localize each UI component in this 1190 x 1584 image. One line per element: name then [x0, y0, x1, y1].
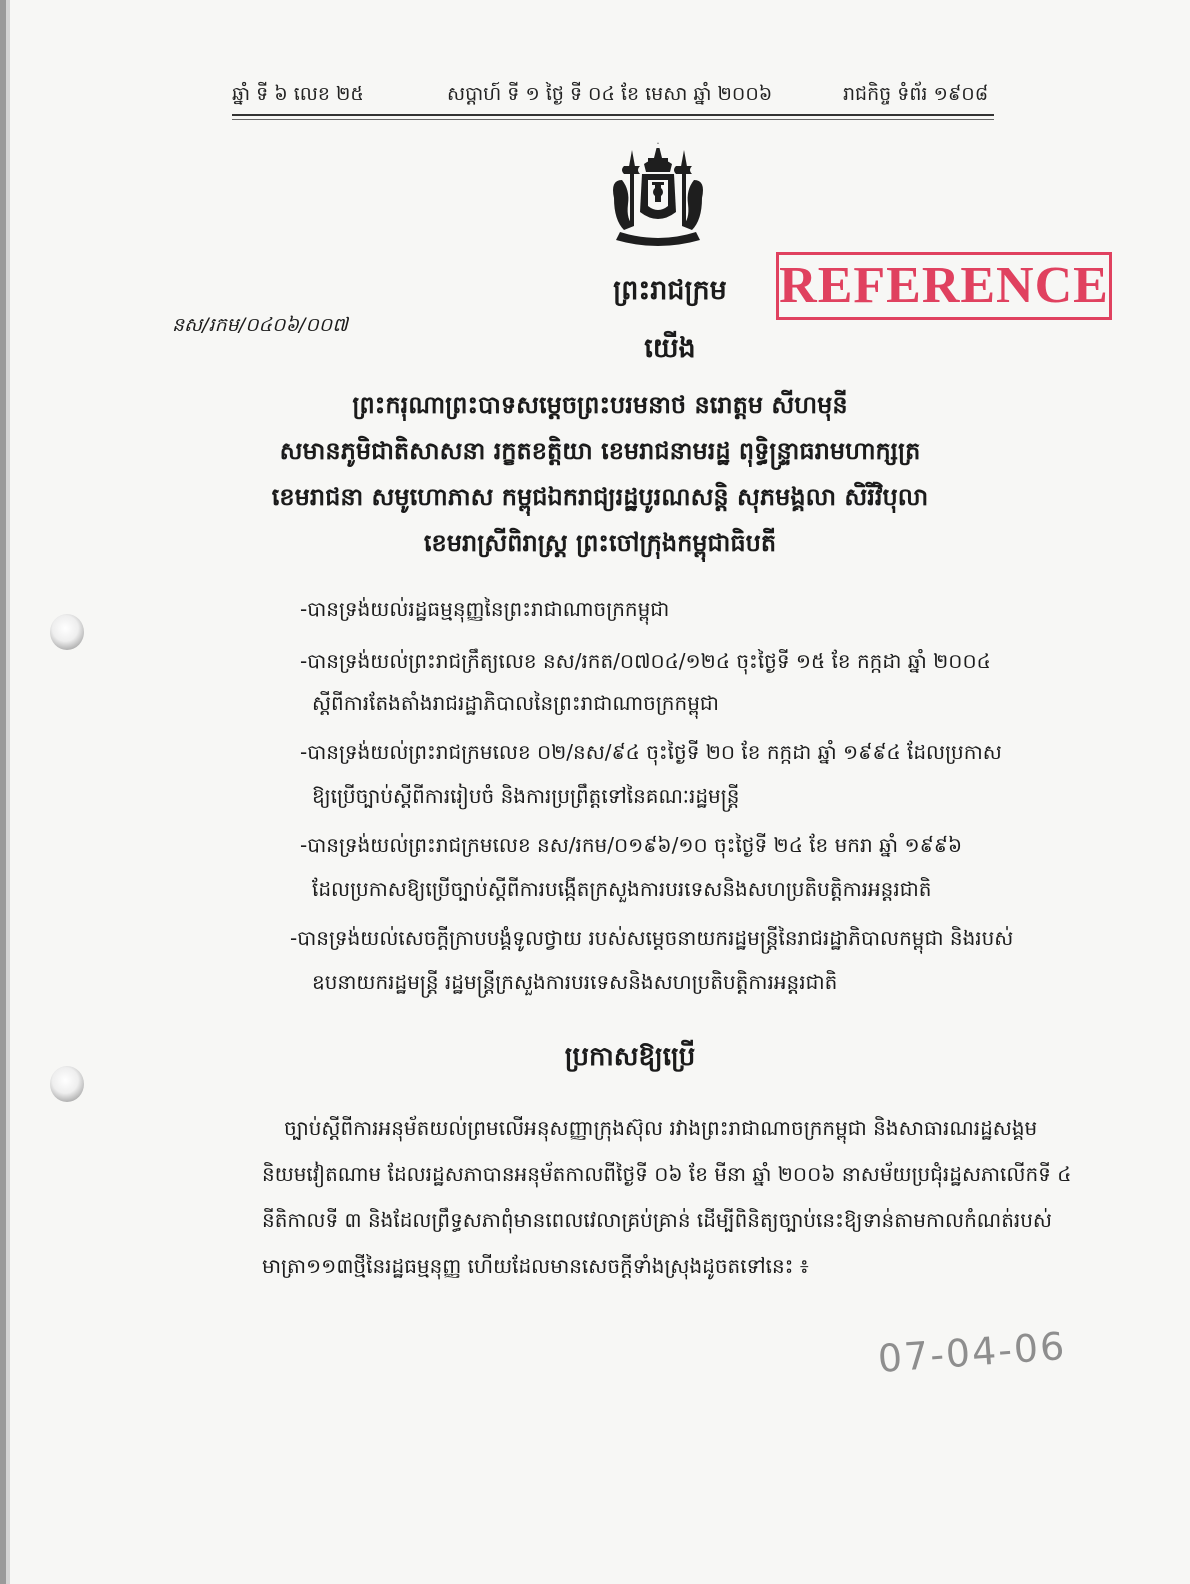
body-text-line: នីតិកាលទី ៣ និងដែលព្រឹទ្ធសភាពុំមានពេលវេលាគ្រប់គ្រាន់ ដើម្បីពិនិត្យច្បាប់នេះឱ្យទាន់តាមកាលកំណត់របស់ [262, 1208, 1052, 1232]
header-rule [232, 114, 994, 116]
punch-hole [50, 1066, 84, 1102]
punch-hole [50, 614, 84, 650]
handwritten-date: 07-04-06 [876, 1323, 1068, 1381]
header-year-issue: ឆ្នាំ ទី ៦ លេខ ២៥ [232, 83, 364, 105]
king-title-line: សមានភូមិជាតិសាសនា រក្ខតខត្តិយា ខេមរាជនាមរដ្ឋ ពុទ្ធិន្ទ្រាធរាមហាក្សត្រ [279, 437, 921, 465]
king-title-line: ព្រះករុណាព្រះបាទសម្តេចព្រះបរមនាថ នរោត្តម សីហមុនី [352, 391, 848, 419]
king-title-line: ខេមរាជនា សមូហោភាស កម្ពុជឯករាជ្យរដ្ឋបូរណសន្តិ សុភមង្គលា សិរីវិបុលា [271, 483, 929, 511]
proclamation-heading: ប្រកាសឱ្យប្រើ [564, 1042, 696, 1072]
we-heading: យើង [644, 333, 696, 364]
visa-line: -បានទ្រង់យល់ព្រះរាជក្រឹត្យលេខ នស/រកត/០៧០៤/១២៤ ចុះថ្ងៃទី ១៥ ខែ កក្កដា ឆ្នាំ ២០០៤ [300, 649, 991, 673]
visa-line: ឧបនាយករដ្ឋមន្ត្រី រដ្ឋមន្ត្រីក្រសួងការបរទេសនិងសហប្រតិបត្តិការអន្តរជាតិ [312, 970, 838, 994]
body-text-line: មាត្រា១១៣ថ្មីនៃរដ្ឋធម្មនុញ្ញ ហើយដែលមានសេចក្តីទាំងស្រុងដូចតទៅនេះ ៖ [262, 1254, 809, 1278]
visa-line: ឱ្យប្រើច្បាប់ស្តីពីការរៀបចំ និងការប្រព្រឹត្តទៅនៃគណៈរដ្ឋមន្ត្រី [312, 784, 740, 808]
visa-line: -បានទ្រង់យល់រដ្ឋធម្មនុញ្ញនៃព្រះរាជាណាចក្រកម្ពុជា [300, 597, 670, 621]
visa-line: ស្តីពីការតែងតាំងរាជរដ្ឋាភិបាលនៃព្រះរាជាណាចក្រកម្ពុជា [312, 691, 719, 715]
header-date: សប្តាហ៍ ទី ១ ថ្ងៃ ទី ០៤ ខែ មេសា ឆ្នាំ ២០០៦ [447, 83, 773, 105]
header-rule-thin [232, 119, 994, 120]
reference-stamp: REFERENCE [776, 252, 1112, 320]
reference-number: នស/រកម/០៤០៦/០០៧ [172, 314, 348, 336]
visa-line: -បានទ្រង់យល់សេចក្តីក្រាបបង្គំទូលថ្វាយ របស់សម្តេចនាយករដ្ឋមន្ត្រីនៃរាជរដ្ឋាភិបាលកម្ពុជា និងរបស់ [290, 926, 1014, 950]
header-gazette-page: រាជកិច្ច ទំព័រ ១៩០៨ [843, 83, 989, 105]
king-title-line: ខេមរាស្រីពិរាស្ត្រ ព្រះចៅក្រុងកម្ពុជាធិបតី [423, 529, 777, 557]
visa-line: ដែលប្រកាសឱ្យប្រើច្បាប់ស្តីពីការបង្កើតក្រសួងការបរទេសនិងសហប្រតិបត្តិការអន្តរជាតិ [312, 877, 932, 901]
visa-line: -បានទ្រង់យល់ព្រះរាជក្រមលេខ នស/រកម/០១៩៦/១០ ចុះថ្ងៃទី ២៤ ខែ មករា ឆ្នាំ ១៩៩៦ [300, 833, 963, 857]
royal-coat-of-arms-emblem [606, 140, 710, 252]
royal-kram-title: ព្រះរាជក្រម [613, 275, 727, 306]
body-text-line: និយមវៀតណាម ដែលរដ្ឋសភាបានអនុម័តកាលពីថ្ងៃទី ០៦ ខែ មីនា ឆ្នាំ ២០០៦ នាសម័យប្រជុំរដ្ឋសភាលើកទី ៤ [262, 1162, 1072, 1186]
visa-line: -បានទ្រង់យល់ព្រះរាជក្រមលេខ ០២/នស/៩៤ ចុះថ្ងៃទី ២០ ខែ កក្កដា ឆ្នាំ ១៩៩៤ ដែលប្រកាស [300, 740, 1002, 764]
scan-page-edge-shadow [6, 0, 10, 1584]
body-text-line: ច្បាប់ស្តីពីការអនុម័តយល់ព្រមលើអនុសញ្ញាក្រុងស៊ុល រវាងព្រះរាជាណាចក្រកម្ពុជា និងសាធារណរដ្ឋសង្គម [284, 1116, 1038, 1140]
